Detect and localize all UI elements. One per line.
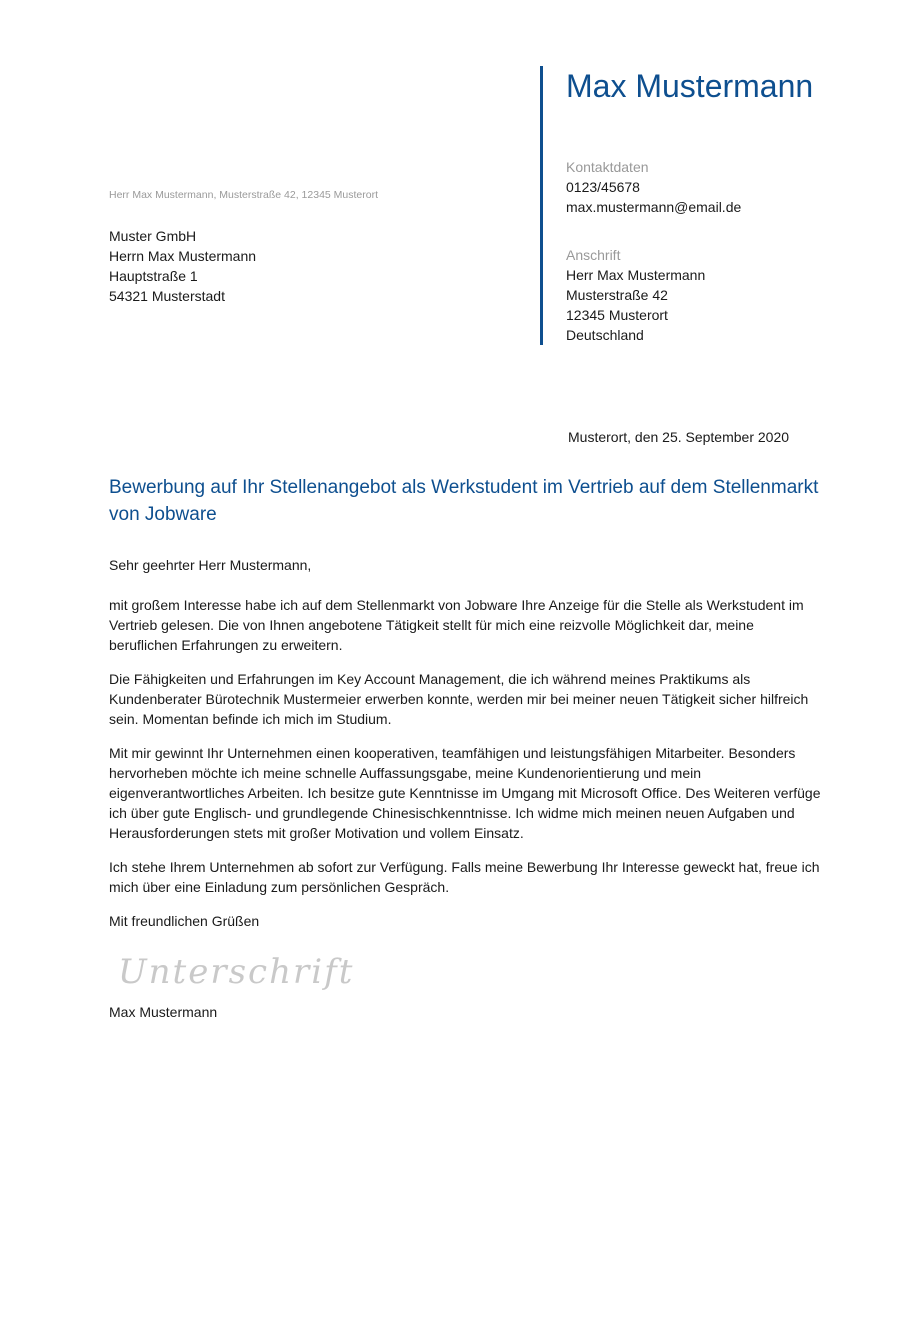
address-line: Musterstraße 42 xyxy=(566,287,668,303)
address-label: Anschrift xyxy=(566,247,621,263)
letter-body xyxy=(109,595,824,911)
closing-phrase: Mit freundlichen Grüßen xyxy=(109,913,260,929)
body-paragraph: mit großem Interesse habe ich auf dem Stellenmarkt von Jobware Ihre Anzeige für die Stelle als Werkstudent im Vertrieb gelesen. Die von Ihnen angebotene Tätigkeit stellt für mich eine reizvolle Möglichkeit dar, meine beruflichen Erfahrungen zu erweitern. xyxy=(109,597,804,653)
recipient-line: Herrn Max Mustermann xyxy=(109,248,257,264)
body-paragraph: Die Fähigkeiten und Erfahrungen im Key Account Management, die ich während meines Praktikums als Kundenberater Bürotechnik Mustermeier erwerben konnte, werden mir bei meiner neuen Tätigkeit sicher hilfreich sein. Momentan befinde ich mich im Studium. xyxy=(109,671,809,727)
sender-return-line: Herr Max Mustermann, Musterstraße 42, 12345 Musterort xyxy=(109,189,379,201)
address-line: Herr Max Mustermann xyxy=(566,267,706,283)
recipient-address xyxy=(109,226,256,306)
phone-number: 0123/45678 xyxy=(566,179,640,195)
recipient-line: 54321 Musterstadt xyxy=(109,288,225,304)
recipient-line: Hauptstraße 1 xyxy=(109,268,198,284)
address-block xyxy=(566,245,705,345)
body-paragraph: Ich stehe Ihrem Unternehmen ab sofort zur Verfügung. Falls meine Bewerbung Ihr Interesse geweckt hat, freue ich mich über eine Einladung zum persönlichen Gespräch. xyxy=(109,859,820,895)
signature-placeholder: Unterschrift xyxy=(118,952,355,992)
date-line: Musterort, den 25. September 2020 xyxy=(568,429,790,445)
applicant-name-heading: Max Mustermann xyxy=(566,68,814,104)
address-line: Deutschland xyxy=(566,327,644,343)
signer-name: Max Mustermann xyxy=(109,1004,218,1020)
body-paragraph: Mit mir gewinnt Ihr Unternehmen einen kooperativen, teamfähigen und leistungsfähigen Mitarbeiter. Besonders hervorheben möchte ich meine schnelle Auffassungsgabe, meine Kundenorientierung und mein eigenverantwortliches Arbeiten. Ich besitze gute Kenntnisse im Umgang mit Microsoft Office. Des Weiteren verfüge ich über gute Englisch- und grundlegende Chinesischkenntnisse. Ich widme mich meinen neuen Aufgaben und Herausforderungen stets mit großer Motivation und vollem Einsatz. xyxy=(109,745,821,841)
recipient-line: Muster GmbH xyxy=(109,228,197,244)
contact-block xyxy=(566,157,741,217)
salutation: Sehr geehrter Herr Mustermann, xyxy=(109,557,312,573)
email-address: max.mustermann@email.de xyxy=(566,199,742,215)
subject-line: Bewerbung auf Ihr Stellenangebot als Werkstudent im Vertrieb auf dem Stellenmarkt von Jobware xyxy=(109,477,819,525)
header-accent-rule xyxy=(540,66,543,345)
address-line: 12345 Musterort xyxy=(566,307,668,323)
contact-label: Kontaktdaten xyxy=(566,159,649,175)
